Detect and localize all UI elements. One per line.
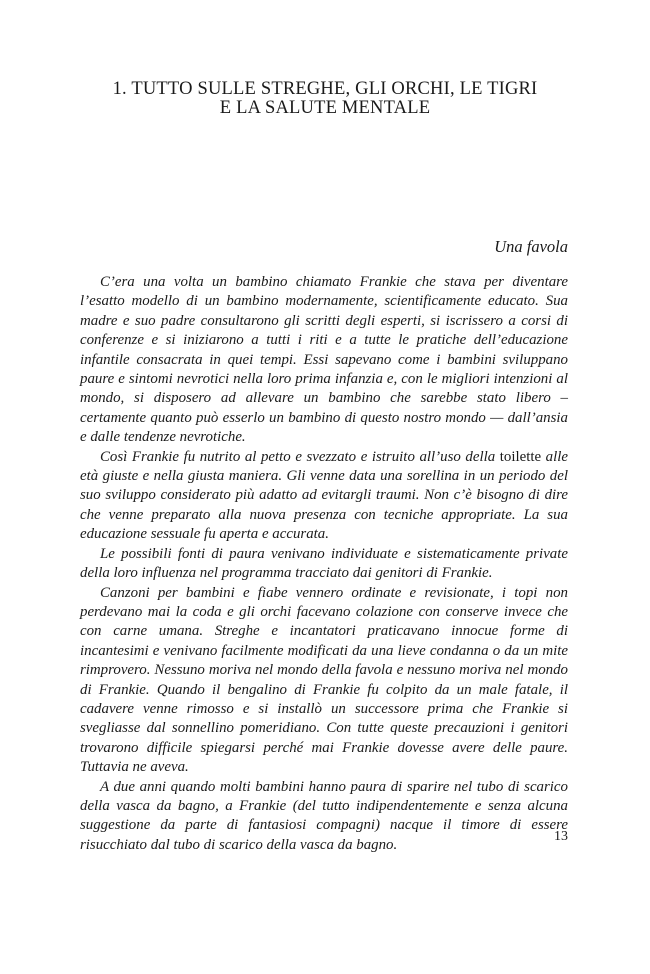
paragraph-text: alle età giuste e nella giusta maniera. Gli venne data una sorellina in un periodo del suo sviluppo considerato più adatto ad evitargli traumi. Non c’è bisogno di dire che venne preparato alla nuova presenza con tecniche appropriate. La sua educazione sessuale fu aperta e accurata. bbox=[80, 448, 568, 543]
chapter-title-line-2: E LA SALUTE MENTALE bbox=[219, 98, 431, 118]
paragraph-roman-word: toilette bbox=[499, 448, 542, 465]
section-title: Una favola bbox=[494, 237, 568, 256]
paragraph-text: Così Frankie fu nutrito al petto e svezzato e istruito all’uso della bbox=[100, 448, 500, 465]
paragraph: C’era una volta un bambino chiamato Frankie che stava per diventare l’esatto modello di un bambino modernamente, scientificamente educato. Sua madre e suo padre consultarono gli scritti degli esperti, si iscrissero a corsi di conferenze e si iniziarono a tutti i riti e a tutte le pratiche dell’educazione infantile consacrata in quei tempi. Essi sapevano come i bambini sviluppano paure e sintomi nevrotici nella loro prima infanzia e, con le migliori intenzioni al mondo, si disposero ad allevare un bambino che sarebbe stato libero – certamente quanto può esserlo un bambino di questo nostro mondo — dall’ansia e dalle tendenze nevrotiche. bbox=[80, 274, 568, 446]
paragraph: Canzoni per bambini e fiabe vennero ordinate e revisionate, i topi non perdevano mai la coda e gli orchi facevano colazione con conserve invece che con carne umana. Streghe e incantatori praticavano innocue forme di incantesimi e venivano facilmente modificati da una lieve condanna o da un mite rimprovero. Nessuno moriva nel mondo della favola e nessuno moriva nel mondo di Frankie. Quando il bengalino di Frankie fu colpito da un male fatale, il cadavere venne rimosso e si installò un successore prima che Frankie si svegliasse dal sonnellino pomeridiano. Con tutte queste precauzioni i genitori trovarono difficile spiegarsi perché mai Frankie dovesse avere delle paure. Tuttavia ne aveva. bbox=[80, 584, 568, 776]
chapter-title bbox=[80, 80, 570, 118]
page-number: 13 bbox=[554, 829, 568, 844]
chapter-title-line-1: 1. TUTTO SULLE STREGHE, GLI ORCHI, LE TIGRI bbox=[112, 79, 538, 99]
paragraph: A due anni quando molti bambini hanno paura di sparire nel tubo di scarico della vasca da bagno, a Frankie (del tutto indipendentemente e senza alcuna suggestione da parte di fantasiosi compagni) nacque il timore di essere risucchiato dal tubo di scarico della vasca da bagno. bbox=[80, 778, 568, 853]
body-text bbox=[80, 273, 568, 855]
paragraph: Le possibili fonti di paura venivano individuate e sistematicamente private della loro influenza nel programma tracciato dai genitori di Frankie. bbox=[80, 545, 568, 582]
paragraph bbox=[80, 448, 568, 545]
